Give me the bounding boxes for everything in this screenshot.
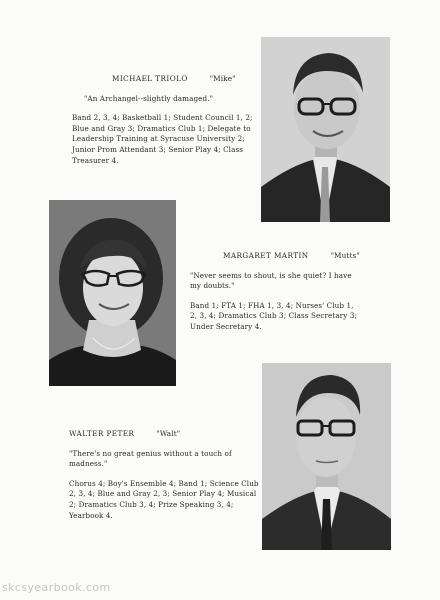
senior-name: MICHAEL TRIOLO xyxy=(112,74,188,83)
senior-entry-walter-peter xyxy=(69,429,259,521)
senior-nickname: "Mike" xyxy=(209,74,236,83)
senior-activities: Chorus 4; Boy's Ensemble 4; Band 1; Science Club 2, 3, 4; Blue and Gray 2, 3; Senior Play 4; Musical 2; Dramatics Club 3, 4; Prize Speaking 3, 4; Yearbook 4. xyxy=(69,478,259,520)
senior-entry-margaret-martin xyxy=(190,251,360,333)
senior-quote: "An Archangel--slightly damaged." xyxy=(84,93,213,103)
portrait-michael-triolo xyxy=(261,37,390,222)
senior-name-line xyxy=(190,251,360,262)
senior-nickname: "Mutts" xyxy=(330,251,360,260)
senior-activities: Band 1; FTA 1; FHA 1, 3, 4; Nurses' Club 1, 2, 3, 4; Dramatics Club 3; Class Secretary 3; Under Secretary 4. xyxy=(190,300,358,331)
site-watermark: skcsyearbook.com xyxy=(2,581,111,594)
senior-name-line xyxy=(69,429,259,440)
senior-entry-michael-triolo xyxy=(72,74,258,166)
senior-quote: "There's no great genius without a touch of madness." xyxy=(69,448,232,469)
senior-quote: "Never seems to shout, is she quiet? I have my doubts." xyxy=(190,270,352,291)
senior-name: WALTER PETER xyxy=(69,429,135,438)
senior-activities: Band 2, 3, 4; Basketball 1; Student Council 1, 2; Blue and Gray 3; Dramatics Club 1; Delegate to Leadership Training at Syracuse University 2; Junior Prom Attendant 3; Senior Play 4; Class Treasurer 4. xyxy=(72,113,253,165)
senior-name: MARGARET MARTIN xyxy=(223,251,309,260)
senior-name-line xyxy=(72,74,258,85)
portrait-margaret-martin xyxy=(49,200,176,386)
portrait-walter-peter xyxy=(262,363,391,550)
senior-nickname: "Walt" xyxy=(156,429,181,438)
